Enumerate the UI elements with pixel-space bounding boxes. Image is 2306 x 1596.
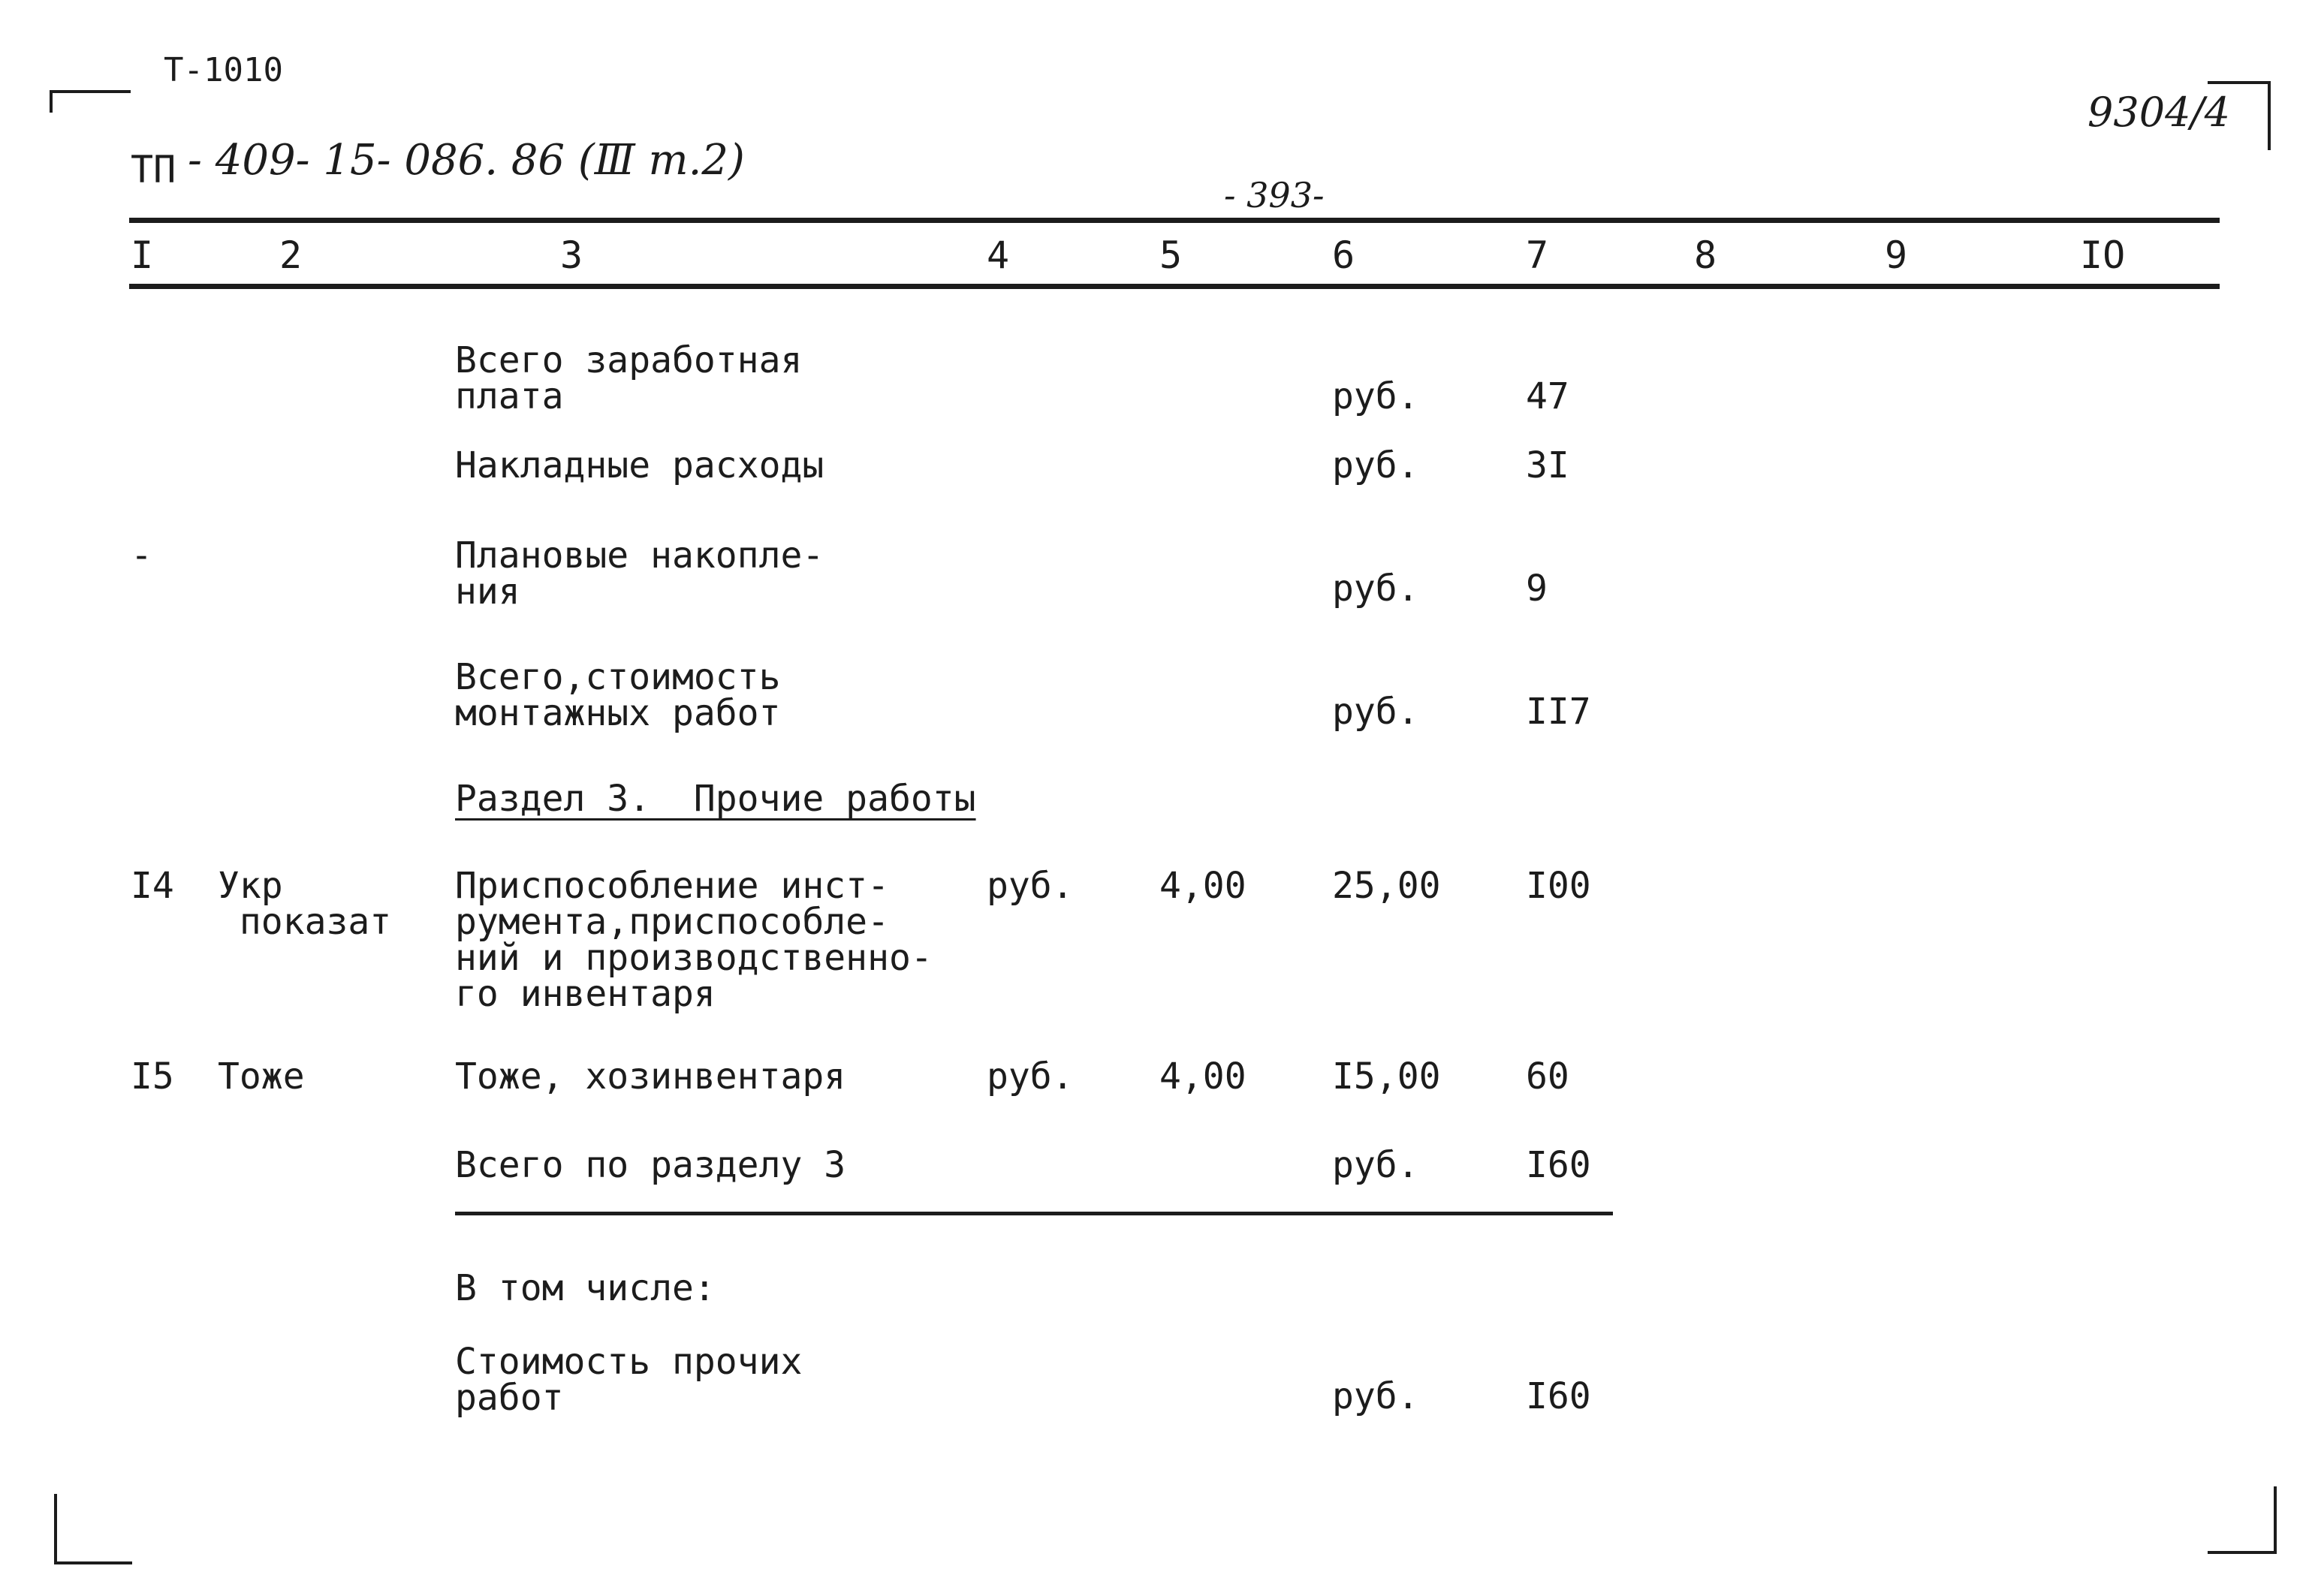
column-header-2: 2 bbox=[279, 233, 303, 277]
column-header-7: 7 bbox=[1526, 233, 1549, 277]
row-2-unit: руб. bbox=[1332, 444, 1419, 486]
row-2-description: Накладные расходы bbox=[455, 444, 824, 486]
row-3-unit: руб. bbox=[1332, 568, 1419, 610]
row-3-value: 9 bbox=[1526, 568, 1548, 610]
page-number: - 393- bbox=[1224, 175, 1325, 215]
header-rule-bottom bbox=[129, 284, 2220, 289]
column-header-8: 8 bbox=[1694, 233, 1717, 277]
row-7-unit: руб. bbox=[987, 1055, 1074, 1098]
column-header-3: 3 bbox=[560, 233, 583, 277]
row-7-value: 60 bbox=[1526, 1055, 1569, 1098]
column-header-6: 6 bbox=[1332, 233, 1355, 277]
column-header-9: 9 bbox=[1885, 233, 1908, 277]
row-6-value: I00 bbox=[1526, 865, 1591, 907]
doc-prefix: ТП bbox=[131, 148, 176, 191]
row-4-value: II7 bbox=[1526, 691, 1591, 733]
archive-number: 9304/4 bbox=[2087, 89, 2230, 136]
row-10-description: Стоимость прочих работ bbox=[455, 1341, 803, 1419]
row-7-description: Тоже, хозинвентаря bbox=[455, 1055, 846, 1098]
column-header-10: IO bbox=[2080, 233, 2126, 277]
row-4-unit: руб. bbox=[1332, 691, 1419, 733]
row-8-value: I60 bbox=[1526, 1144, 1591, 1186]
row-6-unit: руб. bbox=[987, 865, 1074, 907]
corner-mark-top-left bbox=[50, 90, 131, 113]
header-rule-top bbox=[129, 218, 2220, 223]
row-3-description: Плановые накопле- ния bbox=[455, 535, 824, 613]
row-8-description: Всего по разделу 3 bbox=[455, 1144, 846, 1186]
row-6-quantity: 4,00 bbox=[1159, 865, 1246, 907]
row-10-value: I60 bbox=[1526, 1375, 1591, 1417]
column-header-4: 4 bbox=[987, 233, 1010, 277]
row-9-description: В том числе: bbox=[455, 1267, 716, 1309]
row-6-number: I4 bbox=[131, 865, 174, 907]
corner-mark-bottom-left bbox=[54, 1494, 132, 1564]
row-1-description: Всего заработная плата bbox=[455, 339, 803, 417]
section-total-rule bbox=[455, 1212, 1613, 1215]
row-3-number: - bbox=[131, 535, 152, 577]
row-1-unit: руб. bbox=[1332, 375, 1419, 417]
row-6-price: 25,00 bbox=[1332, 865, 1441, 907]
column-header-1: I bbox=[131, 233, 154, 277]
column-header-5: 5 bbox=[1159, 233, 1183, 277]
row-7-basis: Тоже bbox=[218, 1055, 305, 1098]
doc-number: - 409- 15- 086. 86 (Ⅲ т.2) bbox=[188, 136, 745, 185]
row-2-value: 3I bbox=[1526, 444, 1569, 486]
section-heading: Раздел 3. Прочие работы bbox=[455, 778, 976, 820]
row-1-value: 47 bbox=[1526, 375, 1569, 417]
corner-mark-bottom-right bbox=[2208, 1486, 2277, 1554]
row-4-description: Всего,стоимость монтажных работ bbox=[455, 656, 781, 734]
row-6-basis: Укр показат bbox=[218, 865, 392, 943]
sheet-code: Т-1010 bbox=[164, 51, 283, 89]
row-7-price: I5,00 bbox=[1332, 1055, 1441, 1098]
row-6-description: Приспособление инст- румента,приспособле- ний и производственно- го инвентаря bbox=[455, 865, 933, 1015]
row-7-number: I5 bbox=[131, 1055, 174, 1098]
row-8-unit: руб. bbox=[1332, 1144, 1419, 1186]
row-7-quantity: 4,00 bbox=[1159, 1055, 1246, 1098]
row-10-unit: руб. bbox=[1332, 1375, 1419, 1417]
